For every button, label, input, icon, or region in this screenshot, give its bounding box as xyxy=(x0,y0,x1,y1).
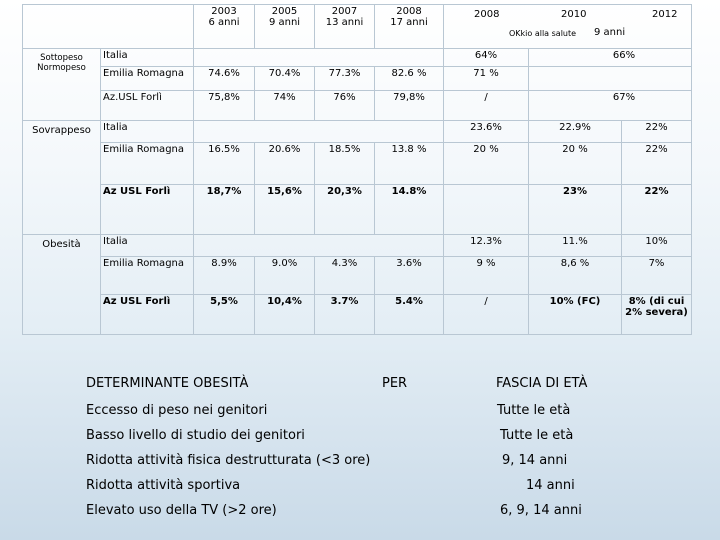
determinante-heading: DETERMINANTE OBESITÀ xyxy=(86,376,249,391)
header-2007: 2007 xyxy=(331,6,358,17)
header-2003: 2003 xyxy=(211,6,237,17)
age-2: Tutte le età xyxy=(500,428,574,443)
header-2008-17: 2008 xyxy=(396,6,422,17)
table-row: Az USL Forlì 5,5% 10,4% 3.7% 5.4% / 10% (FC) 8% (di cui 2% severa) xyxy=(23,295,692,335)
header-2005: 2005 xyxy=(271,6,298,17)
table-row: Emilia Romagna 16.5% 20.6% 18.5% 13.8 % 20 % 20 % 22% xyxy=(23,143,692,185)
table-row: Az.USL Forlì 75,8% 74% 76% 79,8% / 67% xyxy=(23,91,692,121)
fascia-heading: FASCIA DI ETÀ xyxy=(496,376,588,391)
determinant-2: Basso livello di studio dei genitori xyxy=(86,428,305,443)
per-heading: PER xyxy=(382,376,408,391)
table-row: Obesità Italia 12.3% 11.% 10% xyxy=(23,235,692,257)
age-5: 6, 9, 14 anni xyxy=(500,503,582,518)
table-row: Emilia Romagna 74.6% 70.4% 77.3% 82.6 % 71 % xyxy=(23,67,692,91)
determinant-3: Ridotta attività fisica destrutturata (<3 ore) xyxy=(86,453,371,468)
header-2008: 2008 xyxy=(474,9,500,20)
okkio-age: 9 anni xyxy=(594,27,626,38)
header-2010: 2010 xyxy=(561,9,587,20)
group-sovrappeso: Sovrappeso xyxy=(23,121,101,235)
table-row: Sottopeso Normopeso Italia 64% 66% xyxy=(23,49,692,67)
group-sottopeso: Sottopeso Normopeso xyxy=(23,49,101,121)
age-4: 14 anni xyxy=(526,478,575,493)
age-3: 9, 14 anni xyxy=(502,453,568,468)
determinant-1: Eccesso di peso nei genitori xyxy=(86,403,268,418)
okkio-label: OKkio alla salute xyxy=(509,29,577,38)
age-1: Tutte le età xyxy=(497,403,571,418)
determinant-4: Ridotta attività sportiva xyxy=(86,478,241,493)
table-row: Emilia Romagna 8.9% 9.0% 4.3% 3.6% 9 % 8,6 % 7% xyxy=(23,257,692,295)
header-2012: 2012 xyxy=(652,9,678,20)
obesity-data-table xyxy=(22,4,692,335)
table-row: Az USL Forlì 18,7% 15,6% 20,3% 14.8% 23% 22% xyxy=(23,185,692,235)
header-row: 2003 6 anni 2005 9 anni 2007 13 anni 2008 17 anni 2008 2010 2012 OKkio alla salute 9 anni xyxy=(23,5,692,49)
group-obesita: Obesità xyxy=(23,235,101,335)
determinant-5: Elevato uso della TV (>2 ore) xyxy=(86,503,277,518)
table-row: Sovrappeso Italia 23.6% 22.9% 22% xyxy=(23,121,692,143)
